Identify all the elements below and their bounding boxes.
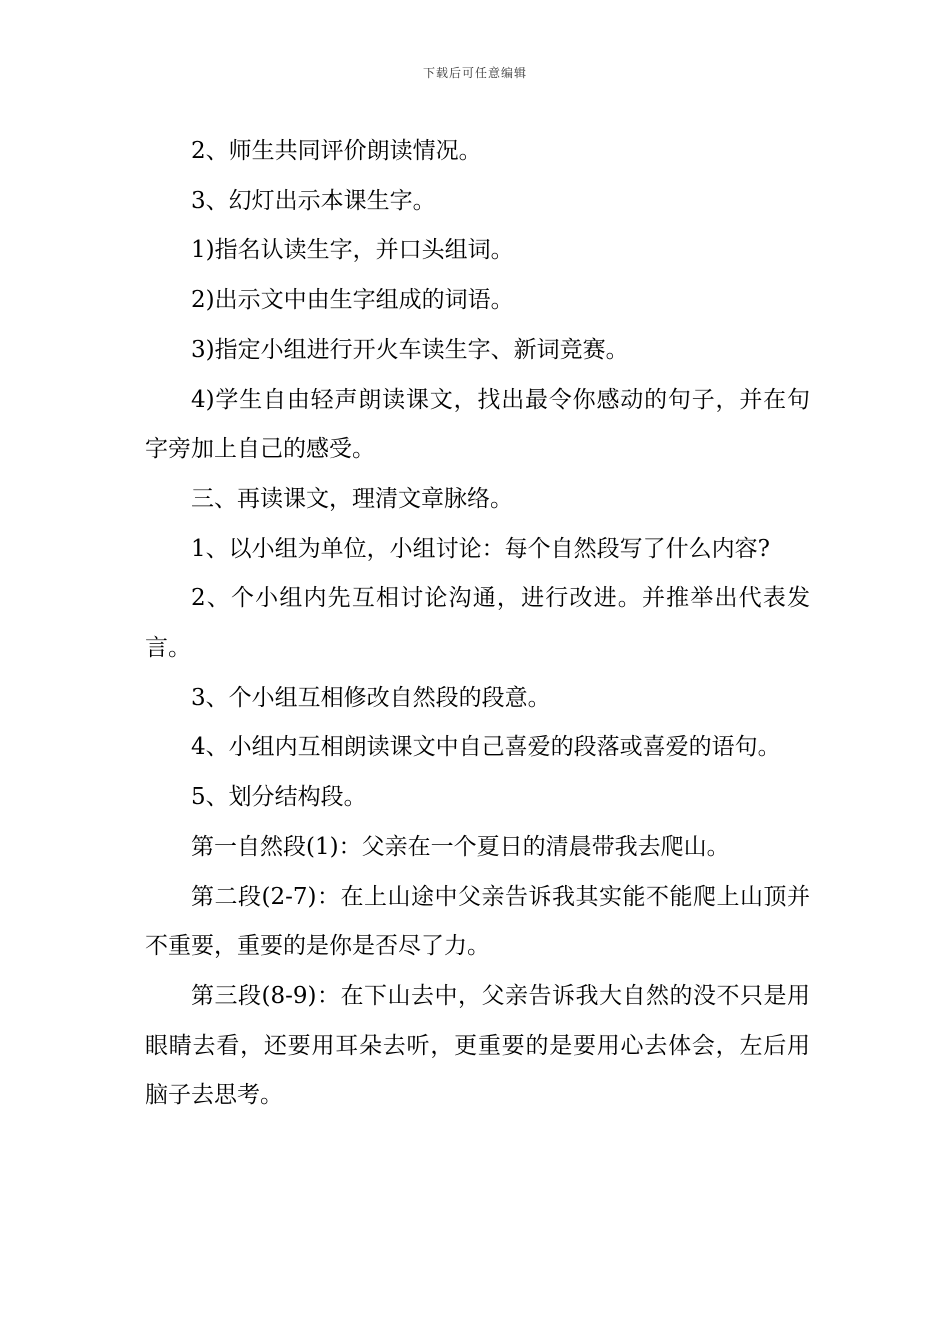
paragraph: 3、个小组互相修改自然段的段意。 (191, 684, 551, 711)
paragraph: 5、划分结构段。 (191, 784, 367, 811)
paragraph: 3)指定小组进行开火车读生字、新词竞赛。 (191, 336, 629, 363)
paragraph: 4)学生自由轻声朗读课文，找出最令你感动的句子，并在句字旁加上自己的感受。 (145, 386, 810, 463)
paragraph: 1、以小组为单位，小组讨论：每个自然段写了什么内容? (191, 535, 770, 562)
paragraph: 4、小组内互相朗读课文中自己喜爱的段落或喜爱的语句。 (191, 734, 781, 761)
header-note: 下载后可任意编辑 (422, 66, 527, 80)
paragraph: 3、幻灯出示本课生字。 (191, 187, 436, 214)
paragraph: 2、个小组内先互相讨论沟通，进行改进。并推举出代表发言。 (145, 585, 810, 662)
paragraph: 2、师生共同评价朗读情况。 (191, 138, 482, 164)
document-body (145, 127, 810, 1121)
paragraph: 2)出示文中由生字组成的词语。 (191, 287, 514, 314)
paragraph: 1)指名认读生字，并口头组词。 (191, 237, 514, 264)
paragraph: 第一自然段(1)：父亲在一个夏日的清晨带我去爬山。 (191, 833, 730, 860)
section-heading: 三、再读课文，理清文章脉络。 (191, 485, 513, 512)
paragraph: 第三段(8-9)：在下山去中，父亲告诉我大自然的没不只是用眼睛去看，还要用耳朵去听，更重要的是要用心去体会，左后用脑子去思考。 (145, 982, 810, 1109)
paragraph: 第二段(2-7)：在上山途中父亲告诉我其实能不能爬上山顶并不重要，重要的是你是否尽了力。 (145, 883, 810, 960)
